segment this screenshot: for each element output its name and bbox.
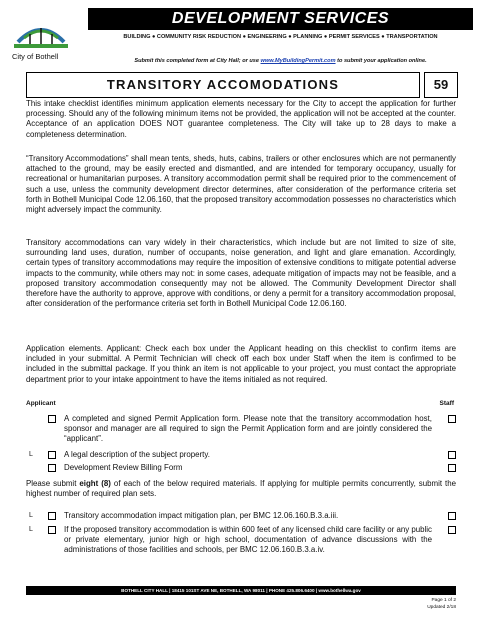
variety-paragraph: Transitory accommodations can vary widely in their characteristics, which include but are not limited to size of site, surrounding land uses, duration, number of occupants, noise generation, and light and glare emanation. Accordingly, certain types of transitory accommodations may require the imposition of extensive conditions to mitigate potential adverse impacts to the community, while others may not: in some cases, adequate mitigation of impacts may not be feasible, and a proposed transitory accommodation consequently may not be allowed. The Community Development Director shall therefore have the authority to approve, approve with conditions, or deny a permit for a transitory accommodation proposal, after consideration of the performance criteria set forth in Bothell Municipal Code 12.06.160. <box>26 238 456 309</box>
page-info <box>427 598 456 611</box>
applicant-checkbox[interactable] <box>48 464 56 472</box>
submit-instructions <box>88 58 473 64</box>
updated-date: Updated 2/18 <box>427 604 456 610</box>
banner-title: DEVELOPMENT SERVICES <box>88 8 473 30</box>
submit-eight-after: of each of the below required materials. If applying for multiple permits concurrently, submit the highest number of required plan sets. <box>26 479 456 499</box>
submit-eight-paragraph <box>26 479 456 499</box>
elements-paragraph: Application elements. Applicant: Check each box under the Applicant heading on this checklist to confirm items are included in your submittal. A Permit Technician will check off each box under Staff when the item is confirmed to be included in the submittal package. If you think an item is not applicable to your project, you must contact the appropriate department prior to your intake appointment to have the items initialed as not required. <box>26 344 456 384</box>
item-text: If the proposed transitory accommodation is within 600 feet of any licensed child care facility or any public or private elementary, junior high or high school, documentation of advance discussions with the administrations of those facilities and schools, per BMC 12.06.160.B.3.a.iv. <box>64 525 432 555</box>
staff-checkbox[interactable] <box>448 464 456 472</box>
intro-paragraph: This intake checklist identifies minimum application elements necessary for the City to accept the application for further processing. Should any of the following minimum items not be provided, the application will not be accepted at the counter. Acceptance of an application DOES NOT guarantee completeness. The City will take up to 28 days to make a completeness determination. <box>26 99 456 139</box>
staff-column-header: Staff <box>439 400 454 407</box>
copies-count: eight (8) <box>79 479 111 488</box>
item-text: Development Review Billing Form <box>64 463 183 472</box>
staff-checkbox[interactable] <box>448 415 456 423</box>
form-number: 59 <box>424 72 458 98</box>
staff-checkbox[interactable] <box>448 526 456 534</box>
staff-checkbox[interactable] <box>448 451 456 459</box>
submit-eight-before: Please submit <box>26 479 80 488</box>
page-number: Page 1 of 2 <box>431 598 456 603</box>
submit-text-after: to submit your application online. <box>335 58 427 64</box>
item-text: A legal description of the subject property. <box>64 450 210 459</box>
department-banner <box>88 8 473 48</box>
item-mark: L <box>29 512 33 519</box>
applicant-checkbox[interactable] <box>48 451 56 459</box>
city-name: City of Bothell <box>12 52 59 61</box>
city-logo <box>12 14 70 66</box>
applicant-checkbox[interactable] <box>48 526 56 534</box>
staff-checkbox[interactable] <box>448 512 456 520</box>
department-list: BUILDING ● COMMUNITY RISK REDUCTION ● ENGINEERING ● PLANNING ● PERMIT SERVICES ● TRANSPORTATION <box>123 34 438 40</box>
footer-bar: BOTHELL CITY HALL | 18415 101ST AVE NE, BOTHELL, WA 98011 | PHONE 425.806.6400 | www.bothellwa.gov <box>26 586 456 595</box>
item-text: A completed and signed Permit Application form. Please note that the transitory accommodation host, sponsor and manager are all required to sign the Permit Application form and are jointly considered the “applicant”. <box>64 414 432 444</box>
submit-text-before: Submit this completed form at City Hall; or use <box>134 58 261 64</box>
applicant-column-header: Applicant <box>26 400 56 407</box>
bridge-icon <box>12 14 70 52</box>
applicant-checkbox[interactable] <box>48 415 56 423</box>
item-mark: L <box>29 451 33 458</box>
item-text: Transitory accommodation impact mitigation plan, per BMC 12.06.160.B.3.a.iii. <box>64 511 339 520</box>
mybuildingpermit-link[interactable]: www.MyBuildingPermit.com <box>260 58 336 64</box>
definition-paragraph: “Transitory Accommodations” shall mean tents, sheds, huts, cabins, trailers or other enclosures which are not permanently attached to the ground, may be easily erected and dismantled, and are intended for temporary occupancy, usually for recreational or humanitarian purposes. A transitory accommodation permit shall be required prior to the commencement of such a use, unless the community development director determines, after consideration of the performance criteria set forth in Bothell Municipal Code 12.06.160, that the proposed transitory accommodation possesses no characteristics which might adversely impact the community. <box>26 154 456 215</box>
item-mark: L <box>29 526 33 533</box>
applicant-checkbox[interactable] <box>48 512 56 520</box>
form-title: TRANSITORY ACCOMODATIONS <box>26 72 420 98</box>
